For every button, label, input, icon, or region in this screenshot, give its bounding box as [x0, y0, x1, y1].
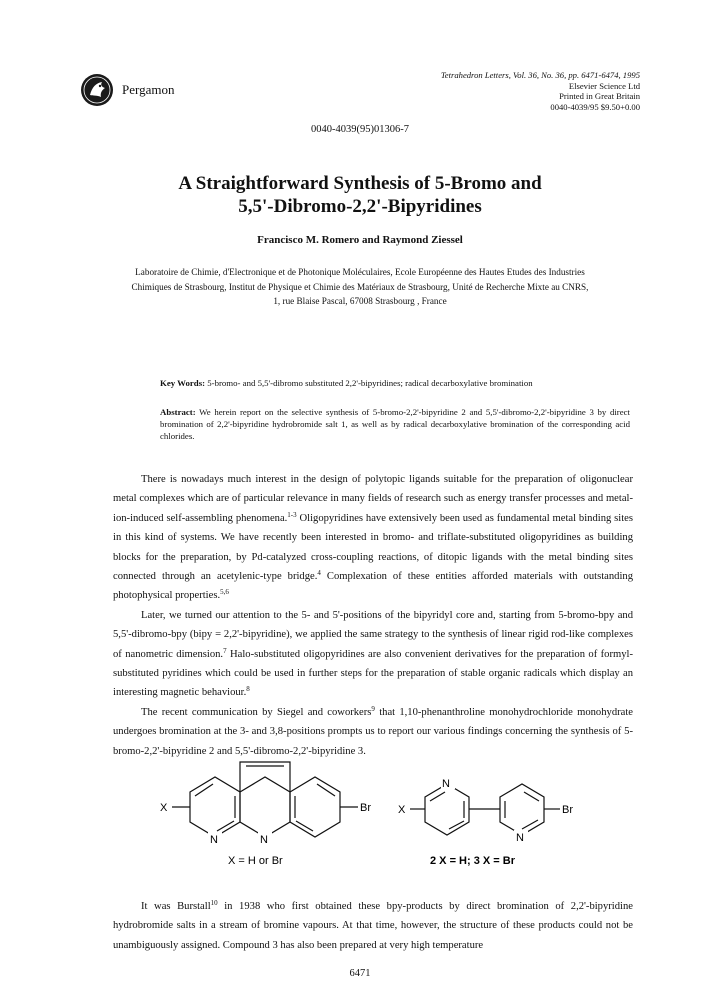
article-title [100, 172, 620, 218]
journal-code: 0040-4039/95 $9.50+0.00 [550, 101, 640, 112]
keywords-label: Key Words: [160, 378, 206, 388]
atom-n-4: N [516, 832, 524, 844]
journal-info [441, 70, 640, 112]
journal-citation: Tetrahedron Letters, Vol. 36, No. 36, pp. 6471-6474, 1995 [440, 70, 640, 80]
atom-br-right: Br [562, 804, 573, 816]
atom-n-2: N [260, 834, 268, 846]
p2-text-a: Later, we turned our attention to the 5- and 5'-positions of the bipyridyl core and, starting from 5-bromo-bpy and 5,5'-dibromo-bpy (bipy = 2,2'-bipyridine), we applied the same strategy to the synthesis of linear rigid rod-like complexes of nanometric dimension. [113, 609, 633, 660]
keywords-text: 5-bromo- and 5,5'-dibromo substituted 2,2'-bipyridines; radical decarboxylative bromination [205, 378, 533, 388]
atom-x-right: X [398, 804, 406, 816]
p1-text-b: Oligopyridines have extensively been used as fundamental metal binding sites in this kind of systems. We have recently been interested in bromo- and triflate-substituted oligopyridines as building blocks for the preparation, by Pd-catalyzed cross-coupling reactions, of ditopic ligands with the metal binding sites connected through an acetylenic-type bridge. [113, 512, 633, 583]
pergamon-emblem-icon [80, 73, 114, 107]
p1-text-a: There is nowadays much interest in the design of polytopic ligands suitable for the preparation of oligonuclear metal complexes which are of particular relevance in many fields of research such as energy transfer processes and metal-ion-induced self-assembling phenomena. [113, 474, 633, 524]
affiliation-line-3: 1, rue Blaise Pascal, 67008 Strasbourg , France [273, 296, 447, 306]
reference-marker: 7 [223, 646, 227, 655]
article-body [113, 470, 633, 761]
keywords [160, 378, 640, 388]
bipyridine-structure [410, 784, 560, 835]
abstract-label: Abstract: [160, 407, 196, 417]
atom-br-left: Br [360, 802, 371, 814]
affiliation-line-2: Chimiques de Strasbourg, Institut de Physique et Chimie des Matériaux de Strasbourg, Unité de Recherche Mixte au CNRS, [131, 281, 589, 292]
atom-n-3: N [442, 778, 450, 790]
title-line-1: A Straightforward Synthesis of 5-Bromo and [178, 173, 542, 194]
abstract [160, 406, 630, 442]
reference-marker: 10 [210, 899, 218, 907]
p3-text-b: that 1,10-phenanthroline monohydrochloride monohydrate undergoes bromination at the 3- and 3,8-positions prompts us to report our various findings concerning the synthesis of 5-bromo-2,2'-bipyridine 2 and 5,5'-dibromo-2,2'-bipyridine 3. [113, 706, 633, 757]
paragraph-4 [113, 897, 633, 955]
paragraph-2 [113, 606, 633, 703]
phenanthroline-structure [172, 762, 358, 837]
reference-marker: 1-3 [287, 510, 297, 519]
reference-marker: 8 [246, 685, 250, 694]
article-doi: 0040-4039(95)01306-7 [311, 124, 409, 135]
p4-text-b: in 1938 who first obtained these bpy-products by direct bromination of 2,2'-bipyridine hydrobromide salts in a stream of bromine vapours. At that time, however, the structure of these products could not be unambiguously assigned. Compound 3 has also been prepared at very high temperature [113, 901, 633, 951]
reference-marker: 5,6 [220, 588, 229, 597]
article-body-continued [113, 897, 633, 955]
left-structure-caption: X = H or Br [228, 855, 283, 867]
affiliation-line-1: Laboratoire de Chimie, d'Electronique et de Photonique Moléculaires, Ecole Européenne des Hautes Etudes des Industries [135, 267, 585, 277]
affiliation [110, 265, 610, 309]
journal-publisher: Elsevier Science Ltd [568, 80, 640, 91]
abstract-text: We herein report on the selective synthesis of 5-bromo-2,2'-bipyridine 2 and 5,5'-dibromo-2,2'-bipyridine 3 by direct bromination of 2,2'-bipyridine hydrobromide salt 1, as well as by radical decarboxylative bromination of the corresponding acid chlorides. [160, 407, 630, 441]
page-number: 6471 [349, 968, 371, 979]
title-line-2: 5,5'-Dibromo-2,2'-Bipyridines [238, 196, 482, 217]
right-structure-caption: 2 X = H; 3 X = Br [430, 855, 515, 867]
authors: Francisco M. Romero and Raymond Ziessel [257, 234, 463, 246]
p3-text-a: The recent communication by Siegel and coworkers [141, 706, 372, 718]
publisher-name: Pergamon [122, 82, 175, 97]
reference-marker: 9 [371, 704, 375, 713]
atom-n-1: N [210, 834, 218, 846]
atom-x-left: X [160, 802, 168, 814]
publisher-logo [80, 72, 380, 108]
journal-print: Printed in Great Britain [559, 91, 640, 102]
paragraph-1 [113, 470, 633, 606]
p1-text-c: Complexation of these entities afforded materials with outstanding photophysical properties. [113, 571, 633, 602]
p2-text-b: Halo-substituted oligopyridines are also convenient derivatives for the preparation of formyl-substituted pyridines which could be used in further steps for the preparation of stable organic radicals which display an interesting magnetic behaviour. [113, 648, 634, 699]
reference-marker: 4 [317, 569, 321, 578]
p4-text-a: It was Burstall [141, 901, 211, 912]
chemical-structures [0, 752, 720, 887]
